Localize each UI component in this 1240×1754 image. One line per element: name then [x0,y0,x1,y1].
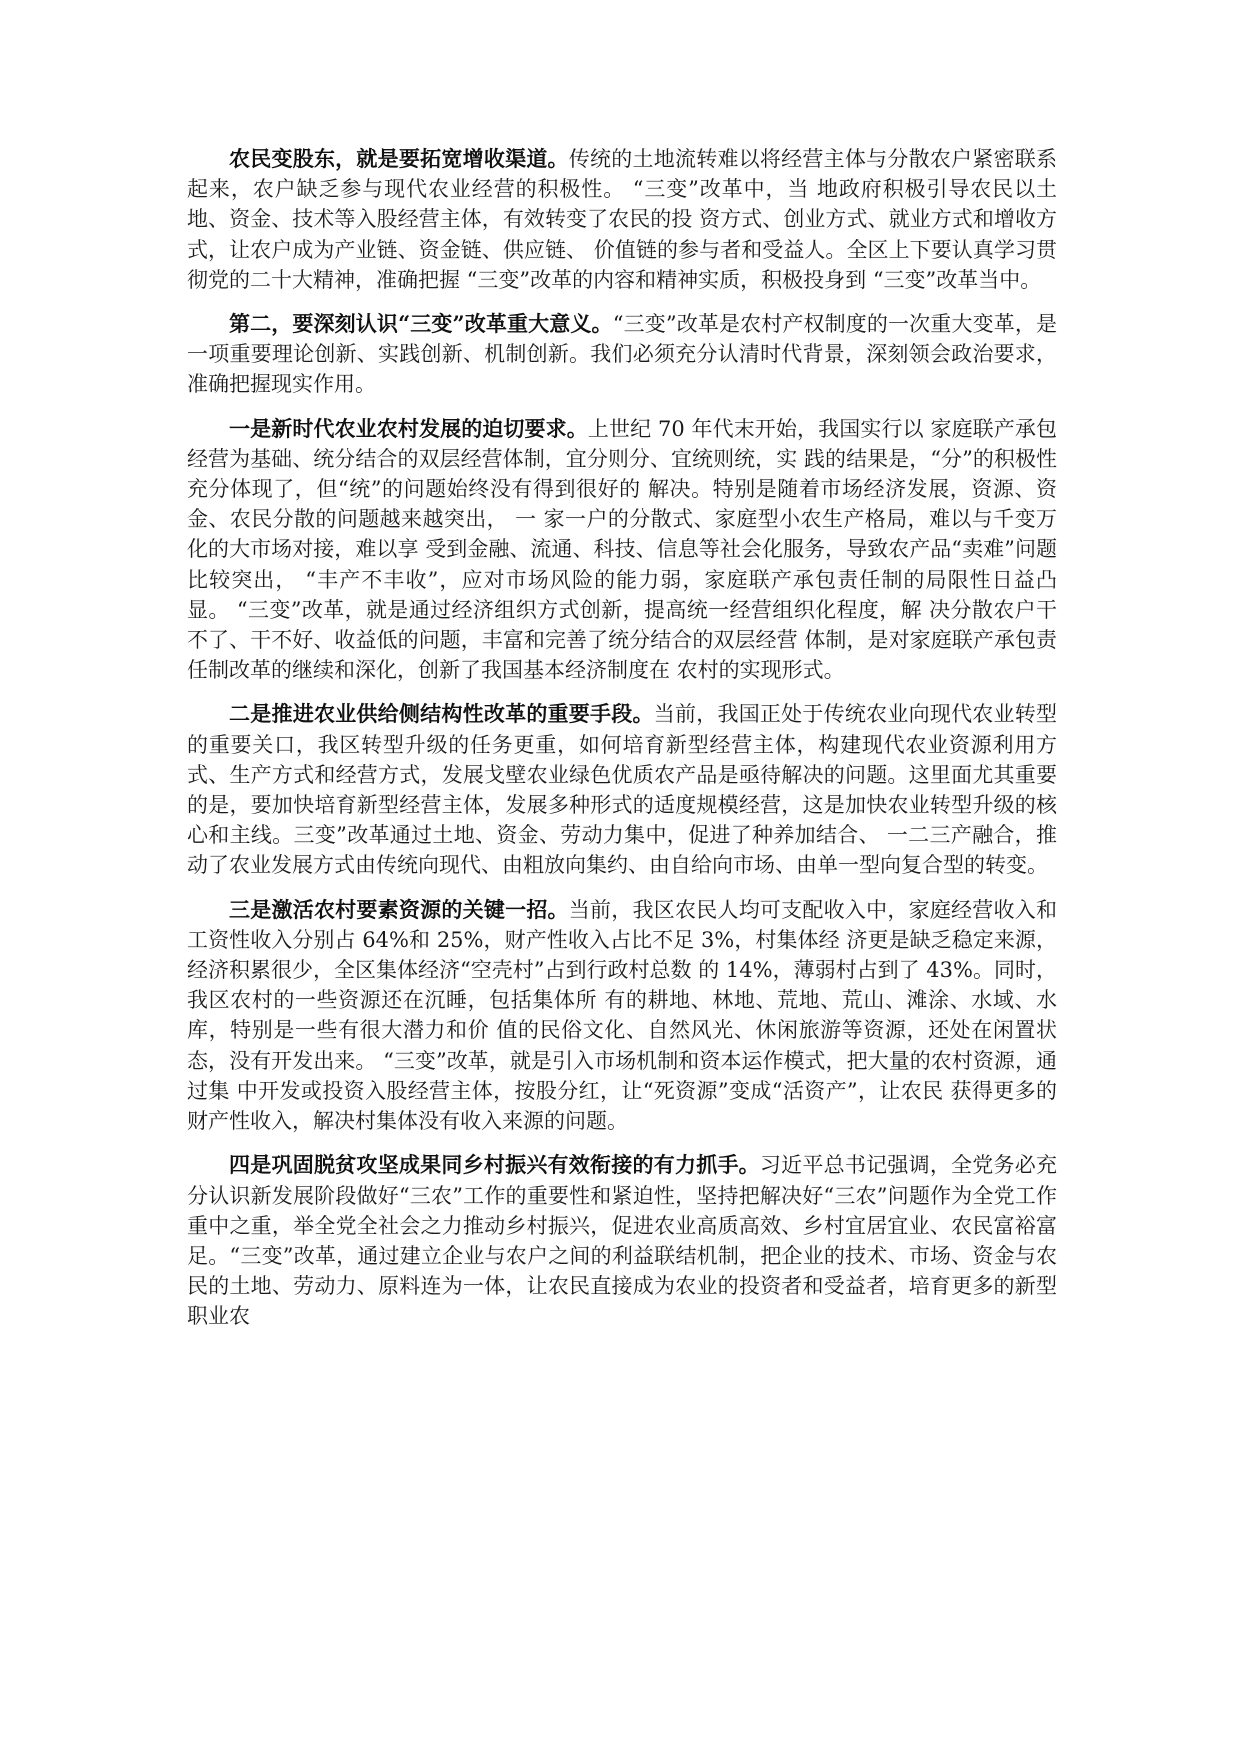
paragraph-farmers-shareholders [187,144,1057,295]
paragraph-text: 当前，我国正处于传统农业向现代农业转型的重要关口，我区转型升级的任务更重，如何培育新型经营主体，构建现代农业资源利用方式、生产方式和经营方式，发展戈壁农业绿色优质农产品是亟待解决的问题。这里面尤其重要的是，要加快培育新型经营主体，发展多种形式的适度规模经营，这是加快农业转型升级的核心和主线。三变”改革通过土地、资金、劳动力集中，促进了种养加结合、 一二三产融合，推动了农业发展方式由传统向现代、由粗放向集约、由自给向市场、由单一型向复合型的转变。 [187,702,1058,878]
paragraph-text: 当前，我区农民人均可支配收入中，家庭经营收入和工资性收入分别占 64%和 25%，财产性收入占比不足 3%，村集体经 济更是缺乏稳定来源，经济积累很少，全区集体经济“空壳村”占到行政村总数 的 14%，薄弱村占到了 43%。同时，我区农村的一些资源还在沉睡，包括集体所 有的耕地、林地、荒地、荒山、滩涂、水域、水库，特别是一些有很大潜力和价 值的民俗文化、自然风光、休闲旅游等资源，还处在闲置状态，没有开发出来。 “三变”改革，就是引入市场机制和资本运作模式，把大量的农村资源，通过集 中开发或投资入股经营主体，按股分红，让“死资源”变成“活资产”，让农民 获得更多的财产性收入，解决村集体没有收入来源的问题。 [187,897,1058,1134]
paragraph-point-four [187,1150,1057,1331]
document-body [187,144,1064,1346]
paragraph-section-two [187,309,1057,400]
paragraph-lead: 第二，要深刻认识“三变”改革重大意义。 [229,311,613,337]
paragraph-lead: 一是新时代农业农村发展的迫切要求。 [229,415,588,441]
paragraph-point-one [187,414,1064,686]
paragraph-text: 习近平总书记强调，全党务必充分认识新发展阶段做好“三农”工作的重要性和紧迫性，坚持把解决好“三农”问题作为全党工作重中之重，举全党全社会之力推动乡村振兴，促进农业高质高效、乡村宜居宜业、农民富裕富足。“三变”改革，通过建立企业与农户之间的利益联结机制，把企业的技术、市场、资金与农民的土地、劳动力、原料连为一体，让农民直接成为农业的投资者和受益者，培育更多的新型职业农 [187,1153,1057,1329]
paragraph-text: “三变”改革是农村产权制度的一次重大变革，是一项重要理论创新、实践创新、机制创新。我们必须充分认清时代背景，深刻领会政治要求，准确把握现实作用。 [187,312,1057,397]
paragraph-lead: 三是激活农村要素资源的关键一招。 [229,896,569,922]
paragraph-lead: 四是巩固脱贫攻坚成果同乡村振兴有效衔接的有力抓手。 [229,1152,760,1178]
paragraph-text: 上世纪 70 年代末开始，我国实行以 家庭联产承包经营为基础、统分结合的双层经营体制，宜分则分、宜统则统，实 践的结果是，“分”的积极性充分体现了，但“统”的问题始终没有得到很好的 解决。特别是随着市场经济发展，资源、资金、农民分散的问题越来越突出， 一 家一户的分散式、家庭型小农生产格局，难以与千变万化的大市场对接，难以享 受到金融、流通、科技、信息等社会化服务，导致农产品“卖难”问题比较突出， “丰产不丰收”，应对市场风险的能力弱，家庭联产承包责任制的局限性日益凸 显。 “三变”改革，就是通过经济组织方式创新，提高统一经营组织化程度，解 决分散农户干不了、干不好、收益低的问题，丰富和完善了统分结合的双层经营 体制，是对家庭联产承包责任制改革的继续和深化，创新了我国基本经济制度在 农村的实现形式。 [187,416,1064,683]
paragraph-point-three [187,895,1057,1137]
paragraph-lead: 二是推进农业供给侧结构性改革的重要手段。 [229,701,654,727]
paragraph-point-two [187,699,1057,880]
paragraph-text: 传统的土地流转难以将经营主体与分散农户紧密联系起来，农户缺乏参与现代农业经营的积极性。 “三变”改革中，当 地政府积极引导农民以土地、资金、技术等入股经营主体，有效转变了农民的投 资方式、创业方式、就业方式和增收方式，让农户成为产业链、资金链、供应链、 价值链的参与者和受益人。全区上下要认真学习贯彻党的二十大精神，准确把握 “三变”改革的内容和精神实质，积极投身到 “三变”改革当中。 [187,147,1058,292]
paragraph-lead: 农民变股东，就是要拓宽增收渠道。 [229,146,569,171]
